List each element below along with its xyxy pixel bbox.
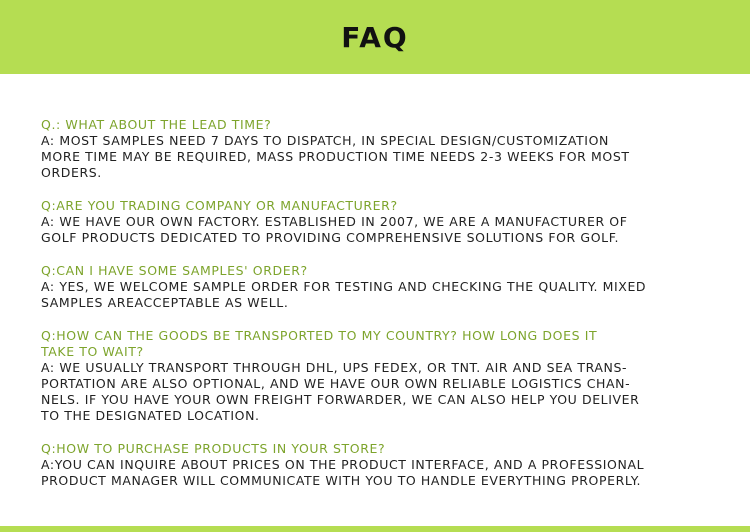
- faq-item: [41, 328, 721, 424]
- faq-answer: A: WE USUALLY TRANSPORT THROUGH DHL, UPS FEDEX, OR TNT. AIR AND SEA TRANS- PORTATION ARE ALSO OPTIONAL, AND WE HAVE OUR OWN RELIABLE LOGISTICS CHAN- NELS. IF YOU HAVE YOUR OWN FREIGHT FORWARDER, WE CAN ALSO HELP YOU DELIVER TO THE DESIGNATED LOCATION.: [41, 360, 640, 423]
- faq-question: Q:ARE YOU TRADING COMPANY OR MANUFACTURER?: [41, 198, 398, 213]
- faq-question: Q:CAN I HAVE SOME SAMPLES' ORDER?: [41, 263, 308, 278]
- faq-item: [41, 198, 721, 246]
- faq-item: [41, 117, 721, 181]
- faq-question: Q:HOW TO PURCHASE PRODUCTS IN YOUR STORE?: [41, 441, 386, 456]
- faq-item: [41, 441, 721, 489]
- header-banner: [0, 0, 750, 74]
- faq-answer: A: MOST SAMPLES NEED 7 DAYS TO DISPATCH, IN SPECIAL DESIGN/CUSTOMIZATION MORE TIME MAY BE REQUIRED, MASS PRODUCTION TIME NEEDS 2-3 WEEKS FOR MOST ORDERS.: [41, 133, 630, 180]
- faq-answer: A: WE HAVE OUR OWN FACTORY. ESTABLISHED IN 2007, WE ARE A MANUFACTURER OF GOLF PRODUCTS DEDICATED TO PROVIDING COMPREHENSIVE SOLUTIONS FOR GOLF.: [41, 214, 628, 245]
- faq-list: [41, 117, 721, 506]
- page-title: FAQ: [341, 20, 409, 54]
- faq-answer: A: YES, WE WELCOME SAMPLE ORDER FOR TESTING AND CHECKING THE QUALITY. MIXED SAMPLES AREACCEPTABLE AS WELL.: [41, 279, 647, 310]
- footer-bar: [0, 526, 750, 532]
- faq-question: Q.: WHAT ABOUT THE LEAD TIME?: [41, 117, 272, 132]
- faq-answer: A:YOU CAN INQUIRE ABOUT PRICES ON THE PRODUCT INTERFACE, AND A PROFESSIONAL PRODUCT MANAGER WILL COMMUNICATE WITH YOU TO HANDLE EVERYTHING PROPERLY.: [41, 457, 645, 488]
- faq-question: Q:HOW CAN THE GOODS BE TRANSPORTED TO MY COUNTRY? HOW LONG DOES IT TAKE TO WAIT?: [41, 328, 598, 359]
- faq-item: [41, 263, 721, 311]
